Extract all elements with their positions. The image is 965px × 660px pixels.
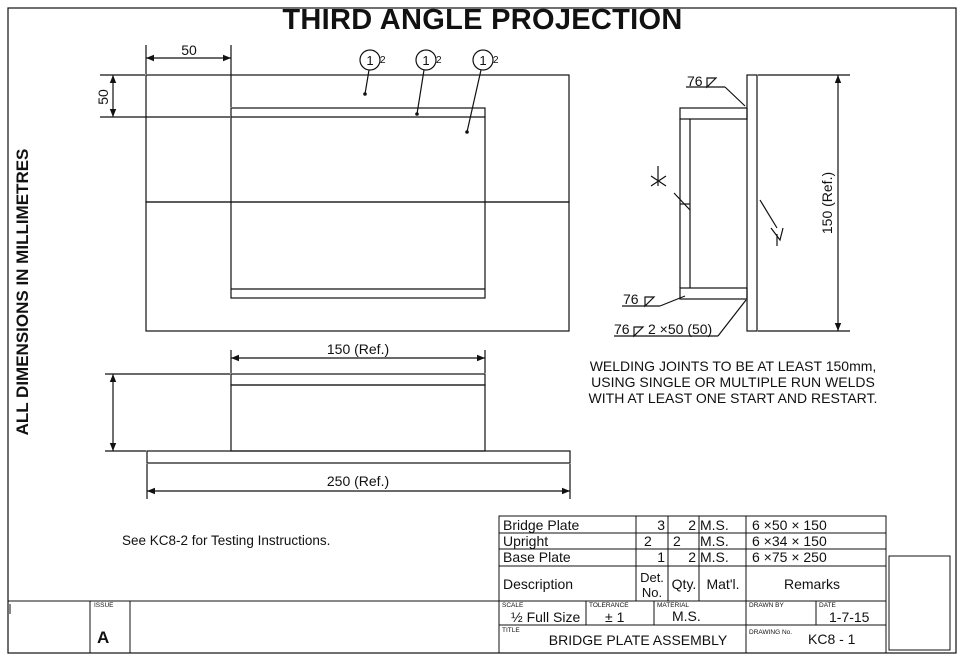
material-value: M.S.: [672, 608, 701, 624]
weld-bottom-size: 76: [614, 321, 630, 337]
bridge-plate-outline: [231, 108, 485, 298]
part-row-2-description: Upright: [503, 533, 549, 549]
header-qty: Qty.: [671, 576, 697, 592]
front-bridge-plate: [231, 374, 485, 385]
part-row-2-remarks: 6 ×34 × 150: [752, 533, 827, 549]
balloon-3-item: 1: [479, 53, 487, 68]
balloon-3-qty: 2: [493, 55, 499, 66]
front-dim-lower-label: 250 (Ref.): [326, 473, 390, 489]
header-det-no-line2: No.: [641, 585, 663, 600]
balloon-1-qty: 2: [380, 55, 386, 66]
part-row-3-description: Base Plate: [503, 549, 571, 565]
testing-note: See KC8-2 for Testing Instructions.: [122, 533, 331, 548]
part-row-1-description: Bridge Plate: [503, 517, 580, 533]
issue-label: ISSUE: [94, 602, 114, 609]
header-remarks: Remarks: [783, 576, 841, 592]
balloon-2-item: 1: [422, 53, 430, 68]
side-vertical-plate: [747, 75, 757, 331]
corner-box: [889, 556, 950, 650]
header-det-no-line1: Det.: [640, 570, 664, 585]
issue-value: A: [97, 628, 110, 647]
part-row-3-qty: 2: [688, 549, 696, 565]
plan-view: [100, 45, 569, 331]
weld-bottom-spec: 2 ×50 (50): [648, 321, 713, 337]
plan-dim-top-label: 50: [181, 42, 197, 58]
side-view: [614, 75, 850, 336]
front-base-plate: [147, 451, 570, 463]
side-upright-bottom: [680, 288, 747, 299]
part-row-1-material: M.S.: [700, 517, 729, 533]
tolerance-value: ± 1: [605, 609, 625, 625]
part-row-3-material: M.S.: [700, 549, 729, 565]
base-plate-outline-top: [146, 75, 569, 202]
front-dim-upper-label: 150 (Ref.): [326, 341, 390, 357]
drawing-no-value: KC8 - 1: [808, 631, 856, 647]
part-row-1-remarks: 6 ×50 × 150: [752, 517, 827, 533]
part-row-1-qty: 2: [688, 517, 696, 533]
drawn-by-label: DRAWN BY: [749, 602, 784, 609]
part-row-1-det-no: 3: [657, 517, 665, 533]
title-label: TITLE: [502, 627, 520, 634]
part-row-2-qty: 2: [673, 533, 681, 549]
front-upright: [231, 385, 485, 451]
drawing-no-label: DRAWING No.: [749, 629, 793, 636]
date-label: DATE: [819, 602, 836, 609]
scale-value: ½ Full Size: [511, 609, 581, 625]
tolerance-label: TOLERANCE: [589, 602, 629, 609]
part-row-3-det-no: 1: [657, 549, 665, 565]
material-label: MATERIAL: [657, 602, 690, 609]
date-value: 1-7-15: [829, 609, 870, 625]
balloon-1-item: 1: [366, 53, 374, 68]
scale-label: SCALE: [502, 602, 524, 609]
side-dim-height-label: 150 (Ref.): [819, 171, 835, 235]
header-description: Description: [503, 576, 574, 592]
header-material: Mat'l.: [706, 576, 740, 592]
weld-mid-size: 76: [623, 291, 639, 307]
plan-dim-left-label: 50: [95, 89, 111, 105]
title-value: BRIDGE PLATE ASSEMBLY: [548, 632, 728, 648]
base-plate-outline-bottom: [146, 202, 569, 331]
part-row-2-material: M.S.: [700, 533, 729, 549]
weld-top-size: 76: [687, 73, 703, 89]
balloon-2-qty: 2: [436, 55, 442, 66]
side-upright-top: [680, 108, 747, 119]
dimensions-unit-label: ALL DIMENSIONS IN MILLIMETRES: [13, 148, 32, 436]
part-row-3-remarks: 6 ×75 × 250: [752, 549, 827, 565]
part-row-2-det-no: 2: [644, 533, 652, 549]
welding-note: WELDING JOINTS TO BE AT LEAST 150mm, USING SINGLE OR MULTIPLE RUN WELDS WITH AT LEAST ONE START AND RESTART.: [588, 358, 878, 406]
page-title: THIRD ANGLE PROJECTION: [282, 4, 683, 36]
